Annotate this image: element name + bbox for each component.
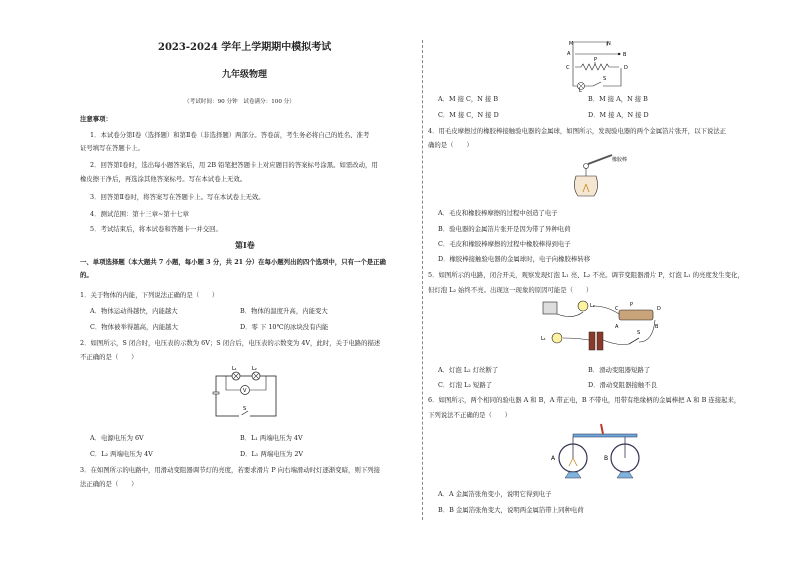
note-line: 5．考试结束后，将本试卷和答题卡一并交回。: [90, 225, 222, 233]
lamp-l1-label: L₁: [232, 366, 237, 372]
switch-icon: [629, 338, 639, 344]
switch-s-label: S: [603, 76, 607, 82]
rheostat-icon: [619, 310, 653, 320]
q2-circuit-figure: [210, 366, 282, 424]
q6-electroscopes-figure: [543, 420, 653, 486]
exam-subtitle: 九年级物理: [222, 70, 268, 80]
terminal-d-label: D: [657, 306, 661, 312]
notes-heading: 注意事项：: [80, 115, 112, 123]
q2-option-a: A．电源电压为 6V: [90, 434, 144, 442]
q3-stem: 3．在如图所示的电路中，用滑动变阻器调节灯的亮度，若要求滑片 P 向右端滑动时灯逐渐变暗，则下列接: [80, 466, 381, 474]
q1-option-b: B．物体的温度升高，内能变大: [240, 307, 328, 315]
q2-option-d: D．L₁ 两端电压为 2V: [240, 450, 304, 458]
q1-option-a: A．物体运动得越快，内能越大: [90, 307, 178, 315]
q4-option-d: D．橡胶棒接触验电器的金属球时，电子向橡胶棒转移: [438, 255, 591, 263]
lamp-l2-label: L₂: [590, 303, 595, 309]
slider-p-label: P: [594, 57, 598, 63]
lamp-l1-label: L₁: [541, 336, 546, 342]
q2-stem: 2．如图所示，S 闭合时，电压表的示数为 6V；S 闭合后，电压表的示数变为 4V，此时，关于电路的描述: [80, 339, 381, 347]
q2-option-c: C．L₂ 两端电压为 4V: [90, 450, 153, 458]
note-line: 证号填写在答题卡上。: [80, 144, 144, 152]
electroscope-a-label: A: [551, 455, 556, 462]
q3-stem: 法正确的是（ ）: [80, 480, 138, 488]
q5-option-a: A．灯泡 L₂ 灯丝断了: [438, 366, 499, 374]
q3-option-b: B．M 接 A，N 接 B: [588, 95, 648, 103]
q5-circuit-figure: [533, 296, 673, 360]
q6-stem: 下列说法不正确的是（ ）: [428, 411, 512, 419]
lamp-l1-icon: [552, 333, 562, 343]
terminal-a-label: A: [615, 324, 619, 330]
q5-stem: 但灯泡 L₂ 始终不亮。出现这一现象的原因可能是（ ）: [428, 286, 593, 294]
terminal-n-label: N: [607, 41, 611, 47]
column-divider: [422, 40, 423, 520]
switch-icon: [593, 82, 601, 86]
q5-option-d: D．滑动变阻器接触不良: [588, 381, 658, 389]
q4-stem: 4．用毛皮摩擦过的橡胶棒接触验电器的金属球，如图所示，发现验电器的两个金属箔片张开，以下说法正: [428, 127, 727, 135]
lamp-l2-label: L₂: [252, 366, 257, 372]
terminal-b-label: B: [655, 324, 659, 330]
q5-option-c: C．灯泡 L₂ 短路了: [438, 381, 493, 389]
electroscope-b-label: B: [604, 455, 609, 462]
slider-p-label: P: [630, 302, 634, 308]
q3-option-d: D．M 接 A，N 接 D: [588, 111, 649, 119]
note-line: 2．回答第Ⅰ卷时，选出每小题答案后，用 2B 铅笔把答题卡上对应题目的答案标号涂黑。如需改动，用: [90, 161, 378, 169]
insulating-handle-icon: [601, 424, 603, 434]
exam-info: （考试时间：90 分钟 试卷满分：100 分）: [184, 99, 295, 105]
q4-option-a: A．毛皮和橡胶棒摩擦的过程中创造了电子: [438, 209, 558, 217]
switch-label: S: [243, 406, 247, 412]
q2-option-b: B．L₁ 两端电压为 4V: [240, 434, 303, 442]
note-line: 3．回答第Ⅱ卷时，将答案写在答题卡上。写在本试卷上无效。: [90, 193, 265, 201]
q5-option-b: B．滑动变阻器短路了: [588, 366, 651, 374]
terminal-b-label: B: [623, 52, 627, 58]
q1-option-c: C．物体被举得越高，内能越大: [90, 323, 178, 331]
q4-option-b: B．验电器的金属箔片张开是因为带了异种电荷: [438, 225, 571, 233]
note-line: 1．本试卷分第Ⅰ卷（选择题）和第Ⅱ卷（非选择题）两部分。答卷前，考生务必将自己的姓名、准考: [90, 131, 370, 139]
q4-electroscope-figure: [568, 152, 634, 200]
lamp-l2-icon: [578, 301, 588, 311]
terminal-c-label: C: [615, 306, 619, 312]
terminal-c-label: C: [566, 65, 570, 71]
note-line: 橡皮擦干净后，再选涂其他答案标号。写在本试卷上无效。: [80, 175, 247, 183]
q6-option-b: B．B 金属箔张角变大，说明两金属箔带上同种电荷: [438, 506, 584, 514]
q3-circuit-figure: [563, 38, 633, 92]
q2-stem: 不正确的是（ ）: [80, 353, 138, 361]
section-title: 第Ⅰ卷: [235, 240, 255, 250]
section-instruction: 一、单项选择题（本大题共 7 小题，每小题 3 分，共 21 分）在每小题列出的四个选项中，只有一个是正确: [80, 258, 386, 266]
terminal-a-label: A: [567, 51, 571, 57]
q1-stem: 1．关于物体的内能，下列说法正确的是（ ）: [80, 291, 219, 299]
q4-option-c: C．毛皮和橡胶棒摩擦的过程中橡胶棒得到电子: [438, 240, 571, 248]
electroscope-bottle-icon: [574, 176, 597, 196]
terminal-d-label: D: [624, 65, 628, 71]
terminal-m-label: M: [569, 41, 574, 47]
exam-title: 2023-2024 学年上学期期中模拟考试: [158, 42, 332, 53]
q6-stem: 6．如图所示，两个相同的验电器 A 和 B，A 带正电，B 不带电，用带有绝缘柄的金属棒把 A 和 B 连接起来，: [428, 396, 741, 404]
q6-option-a: A．A 金属箔张角变小，说明它得到电子: [438, 490, 552, 498]
rubber-rod-label: 橡胶棒: [612, 157, 628, 163]
q4-stem: 确的是（ ）: [428, 141, 473, 149]
q1-option-d: D．零 下 10℃的冰块没有内能: [240, 323, 329, 331]
note-line: 4．测试范围：第十三章~第十七章: [90, 210, 189, 218]
q3-option-a: A．M 接 C，N 接 B: [438, 95, 499, 103]
q3-option-c: C．M 接 C，N 接 D: [438, 111, 499, 119]
switch-s-label: S: [637, 330, 641, 336]
lamp-l-label: L: [579, 88, 582, 92]
battery-icon: [589, 332, 595, 350]
battery-icon: [597, 332, 603, 350]
metal-rod-icon: [573, 434, 637, 437]
rubber-rod-icon: [588, 155, 612, 164]
section-instruction: 的。: [80, 271, 93, 279]
rheostat-icon: [575, 64, 619, 70]
q5-stem: 5．如图所示的电路，闭合开关，观察发现灯泡 L₁ 亮、L₂ 不亮。调节变阻器滑片 P，灯泡 L₁ 的亮度发生变化，: [428, 271, 744, 279]
battery-icon: [213, 392, 219, 394]
meter-icon: [543, 302, 557, 314]
voltmeter-label: V: [243, 388, 247, 394]
